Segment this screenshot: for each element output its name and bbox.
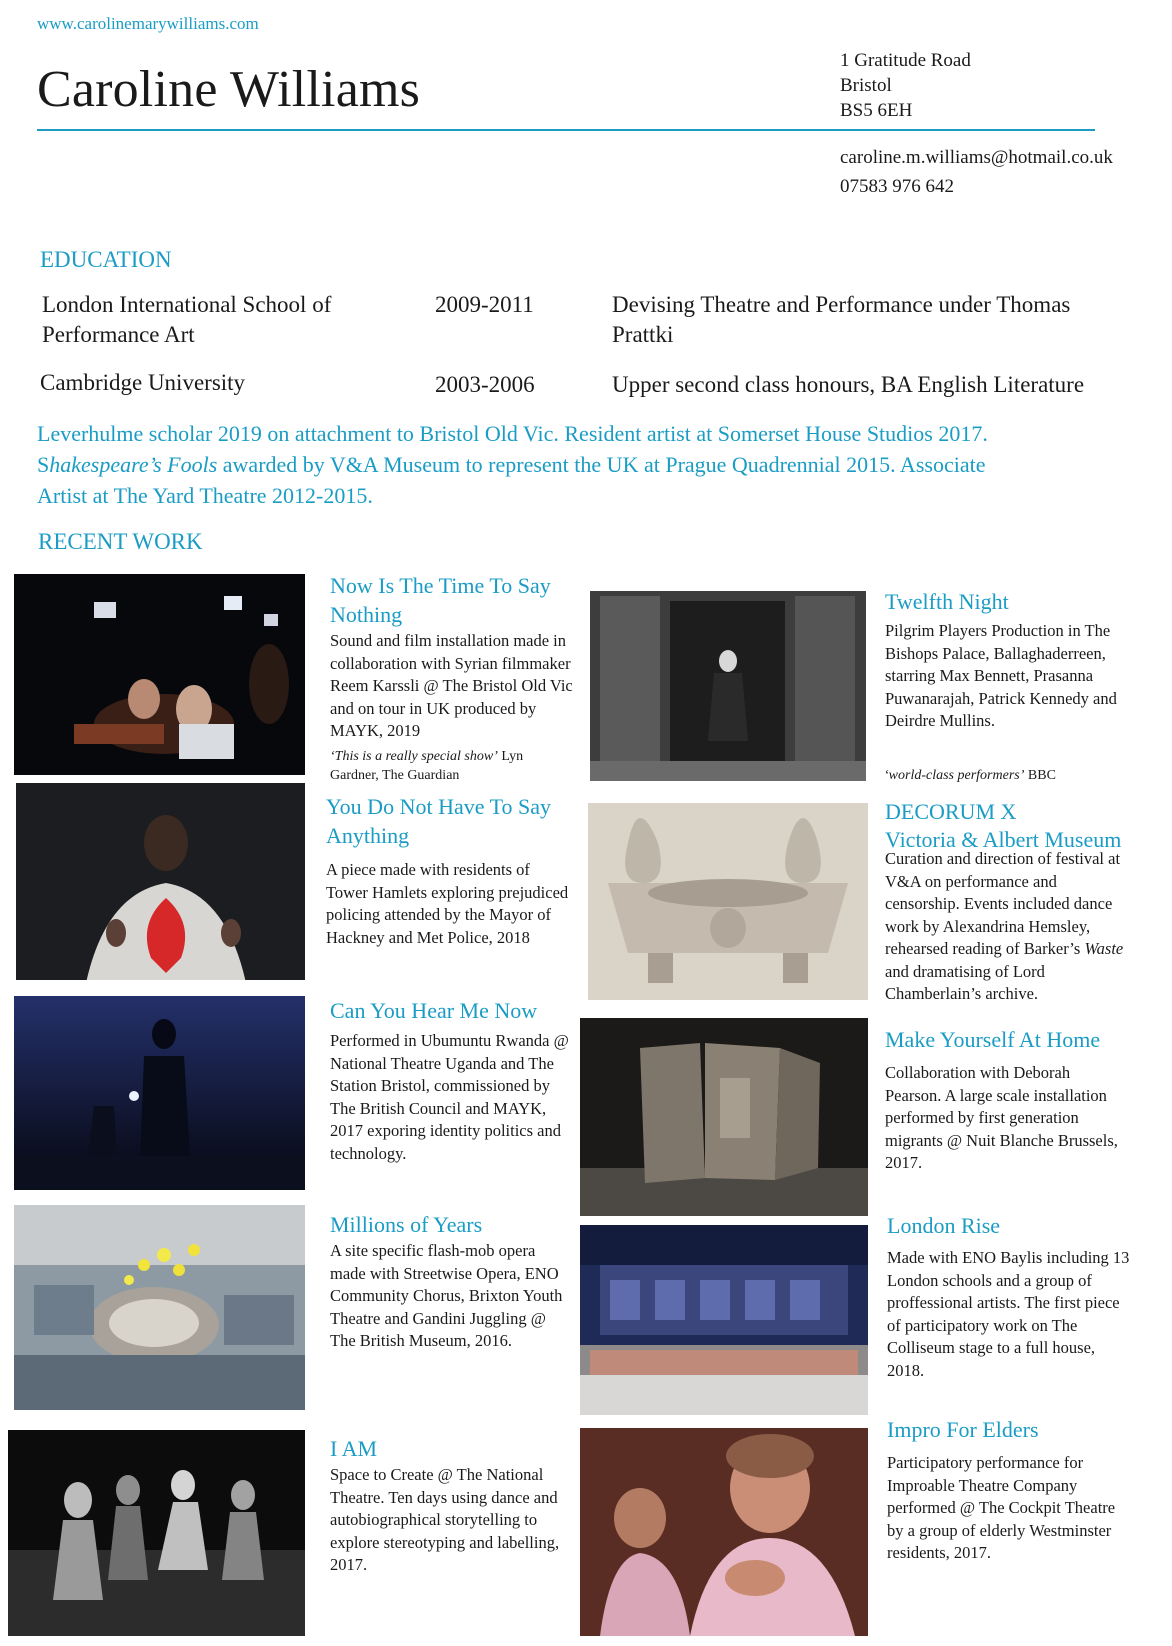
education-heading: EDUCATION — [40, 247, 172, 272]
work-description-italic: Waste — [1084, 939, 1124, 958]
work-photo — [580, 1225, 868, 1415]
highlights-line: Artist at The Yard Theatre 2012-2015. — [37, 483, 373, 508]
address-block — [840, 48, 971, 123]
work-description: Collaboration with Deborah Pearson. A large scale installation performed by first generation migrants @ Nuit Blanche Brussels, 2017. — [885, 1063, 1118, 1172]
work-photo — [16, 783, 305, 980]
work-photo — [14, 1205, 305, 1410]
highlights-paragraph — [37, 418, 1132, 511]
work-title: Make Yourself At Home — [885, 1027, 1101, 1052]
contact-block — [840, 143, 1113, 201]
work-description: A site specific flash-mob opera made with Streetwise Opera, ENO Community Chorus, Brixton Youth Theatre and Gandini Juggling @ The British Museum, 2016. — [330, 1241, 563, 1350]
work-description: A piece made with residents of Tower Hamlets exploring prejudiced policing attended by the Mayor of Hackney and Met Police, 2018 — [326, 860, 569, 947]
work-description — [885, 848, 1130, 1006]
address-line: 1 Gratitude Road — [840, 50, 971, 71]
work-description: Space to Create @ The National Theatre. Ten days using dance and autobiographical storytelling to explore stereotyping and labelling, 2017. — [330, 1465, 560, 1574]
highlights-italic: hakespeare’s Fools — [49, 452, 218, 477]
work-title: You Do Not Have To Say Anything — [326, 794, 551, 848]
page-title: Caroline Williams — [37, 61, 421, 118]
work-title: Can You Hear Me Now — [330, 998, 538, 1023]
quote-text: ‘This is a really special show’ — [330, 749, 498, 764]
work-title: Millions of Years — [330, 1212, 483, 1237]
website-link[interactable]: www.carolinemarywilliams.com — [37, 14, 259, 33]
work-description-text: and dramatising of Lord Chamberlain’s archive. — [885, 961, 1045, 1003]
highlights-text: awarded by V&A Museum to represent the UK at Prague Quadrennial 2015. Associate — [217, 452, 986, 477]
work-description-text: Curation and direction of festival at V&A on performance and censorship. Events included dance work by Alexandrina Hemsley, rehearsed reading of Barker’s — [885, 849, 1121, 958]
email-link[interactable]: caroline.m.williams@hotmail.co.uk — [840, 147, 1113, 168]
highlights-text: S — [37, 452, 50, 477]
address-line: Bristol — [840, 75, 892, 96]
work-photo — [580, 1018, 868, 1216]
work-title: Now Is The Time To Say Nothing — [330, 573, 551, 627]
work-description: Sound and film installation made in collaboration with Syrian filmmaker Reem Karssli @ The Bristol Old Vic and on tour in UK produced by MAYK, 2019 — [330, 631, 573, 740]
quote-source: BBC — [1024, 768, 1056, 783]
work-title: Impro For Elders — [887, 1417, 1039, 1442]
education-detail: Devising Theatre and Performance under Thomas Prattki — [612, 292, 1071, 347]
highlights-line — [37, 449, 1132, 480]
work-photo — [14, 574, 305, 775]
work-title: London Rise — [887, 1213, 1001, 1238]
header-divider — [37, 129, 1095, 131]
education-detail: Upper second class honours, BA English Literature — [612, 372, 1085, 397]
work-title: Twelfth Night — [885, 589, 1009, 614]
highlights-line: Leverhulme scholar 2019 on attachment to Bristol Old Vic. Resident artist at Somerset House Studios 2017. — [37, 421, 988, 446]
education-years: 2003-2006 — [435, 372, 535, 397]
phone-number: 07583 976 642 — [840, 176, 954, 197]
work-photo — [14, 996, 305, 1190]
education-school: London International School of Performance Art — [42, 292, 332, 347]
quote-source: Lyn Gardner, The Guardian — [330, 749, 524, 783]
work-title: DECORUM X — [885, 799, 1017, 824]
work-photo — [8, 1430, 305, 1636]
work-title: I AM — [330, 1436, 378, 1461]
work-quote — [884, 766, 1134, 785]
work-description: Participatory performance for Improable Theatre Company performed @ The Cockpit Theatre by a group of elderly Westminster residents, 2017. — [887, 1453, 1116, 1562]
address-line: BS5 6EH — [840, 100, 913, 121]
work-description: Performed in Ubumuntu Rwanda @ National Theatre Uganda and The Station Bristol, commissioned by The British Council and MAYK, 2017 exporing identity politics and technology. — [330, 1031, 569, 1163]
work-quote — [330, 747, 570, 785]
recent-work-heading: RECENT WORK — [38, 529, 203, 554]
work-description: Made with ENO Baylis including 13 London schools and a group of proffessional artists. The first piece of participatory work on The Colliseum stage to a full house, 2018. — [887, 1248, 1130, 1380]
quote-text: ‘world-class performers’ — [884, 768, 1025, 783]
work-photo — [580, 1428, 868, 1636]
education-school: Cambridge University — [40, 370, 246, 395]
work-photo — [588, 803, 868, 1000]
work-photo — [590, 591, 866, 781]
work-subtitle: Victoria & Albert Museum — [885, 827, 1122, 852]
work-description: Pilgrim Players Production in The Bishops Palace, Ballaghaderreen, starring Max Bennett, Prasanna Puwanarajah, Patrick Kennedy and Deirdre Mullins. — [885, 621, 1117, 730]
education-years: 2009-2011 — [435, 292, 534, 317]
